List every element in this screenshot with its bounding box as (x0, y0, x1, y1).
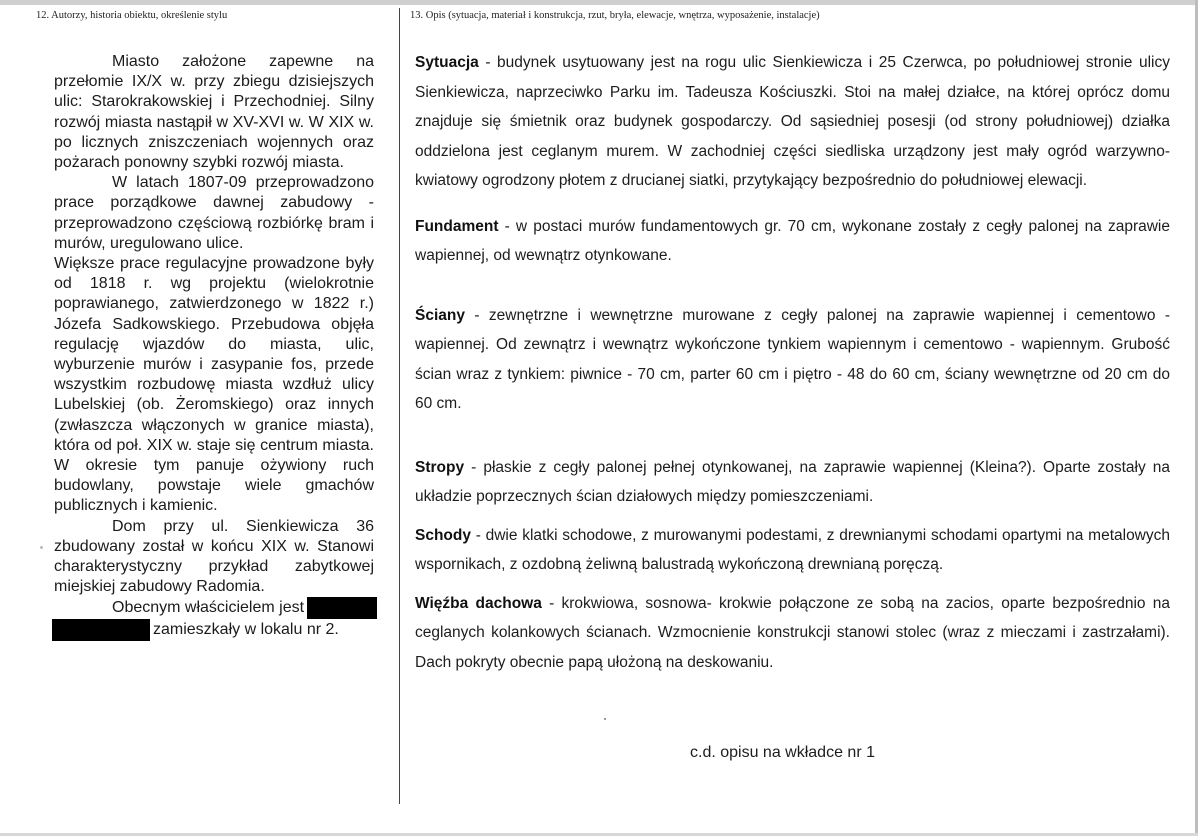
owner-prefix: Obecnym właścicielem jest (112, 599, 305, 617)
section-title: Ściany (415, 306, 465, 324)
column-divider (399, 8, 400, 804)
scan-speck (40, 546, 43, 549)
scan-top-edge (0, 0, 1198, 5)
history-paragraph: Dom przy ul. Sienkiewicza 36 zbudowany został w końcu XIX w. Stanowi charakterystyczny przykład zabytkowej miejskiej zabudowy Radomia. (54, 517, 374, 596)
section-stairs (415, 521, 1170, 580)
redacted-owner-name (307, 597, 377, 619)
section-13-header: 13. Opis (sytuacja, materiał i konstrukcja, rzut, bryła, elewacje, wnętrza, wyposażenie, instalacje) (410, 10, 820, 21)
section-text: - budynek usytuowany jest na rogu ulic Sienkiewicza i 25 Czerwca, po południowej stronie ulicy Sienkiewicza, naprzeciwko Parku im. Tadeusza Kościuszki. Stoi na małej działce, na której oprócz domu znajduje się śmietnik oraz budynek gospodarczy. Od sąsiedniej posesji (od strony południowej) działka oddzielona jest ceglanym murem. W zachodniej części siedliska urządzony jest mały ogród warzywno-kwiatowy ogrodzony płotem z drucianej siatki, przytykający bezpośrednio do południowej elewacji. (415, 54, 1170, 189)
section-title: Stropy (415, 458, 465, 476)
section-roof-truss (415, 589, 1170, 678)
continuation-note: c.d. opisu na wkładce nr 1 (690, 744, 875, 761)
owner-line-2 (54, 619, 374, 641)
history-paragraph: Większe prace regulacyjne prowadzone były od 1818 r. wg projektu (wielokrotnie poprawianego, zatwierdzonego w 1822 r.) Józefa Sadkowskiego. Przebudowa objęła regulację wjazdów do miasta, ulic, wyburzenie murów i zasypanie fos, przede wszystkim rozbudowę miasta wzdłuż ulicy Lubelskiej (ob. Żeromskiego) oraz innych (zwłaszcza włączonych w granice miasta), która od poł. XIX w. staje się centrum miasta. W okresie tym panuje ożywiony ruch budowlany, powstaje wiele gmachów publicznych i kamienic. (54, 255, 374, 515)
history-paragraph: Miasto założone zapewne na przełomie IX/X w. przy zbiegu dzisiejszych ulic: Starokrakowskiej i Przechodniej. Silny rozwój miasta nastąpił w XV-XVI w. W XIX w. po licznych zniszczeniach wojennych oraz pożarach ponowny szybki rozwój miasta. (54, 53, 374, 172)
owner-line (54, 597, 374, 619)
section-walls (415, 301, 1170, 419)
description-column (415, 48, 1170, 703)
section-situation (415, 48, 1170, 196)
section-text: - płaskie z cegły palonej pełnej otynkowanej, na zaprawie wapiennej (Kleina?). Oparte zostały na układzie poprzecznych ścian działowych między pomieszczeniami. (415, 458, 1170, 505)
section-ceilings (415, 453, 1170, 512)
scan-speck (604, 718, 606, 720)
section-title: Fundament (415, 217, 499, 235)
section-title: Więźba dachowa (415, 594, 542, 612)
section-title: Sytuacja (415, 54, 479, 71)
section-text: - w postaci murów fundamentowych gr. 70 cm, wykonane zostały z cegły palonej na zaprawie wapiennej, od wewnątrz otynkowane. (415, 217, 1170, 264)
history-paragraph: W latach 1807-09 przeprowadzono prace porządkowe dawnej zabudowy - przeprowadzono częściową rozbiórkę bram i murów, uregulowano ulice. (54, 174, 374, 252)
section-text: - krokwiowa, sosnowa- krokwie połączone ze sobą na zacios, oparte bezpośrednio na ceglanych kolankowych ścianach. Wzmocnienie konstrukcji stanowi stolec (wraz z mieczami i zastrzałami). Dach pokryty obecnie papą ułożoną na deskowaniu. (415, 594, 1170, 671)
section-text: - dwie klatki schodowe, z murowanymi podestami, z drewnianymi schodami opartymi na metalowych wspornikach, z ozdobną żeliwną balustradą wykończoną drewnianą poręczą. (415, 526, 1170, 573)
redacted-owner-surname (52, 619, 150, 641)
history-column (54, 52, 374, 641)
section-foundation (415, 212, 1170, 271)
section-title: Schody (415, 526, 471, 544)
owner-suffix: zamieszkały w lokalu nr 2. (153, 621, 339, 639)
section-12-header: 12. Autorzy, historia obiektu, określenie stylu (36, 10, 228, 21)
section-text: - zewnętrzne i wewnętrzne murowane z cegły palonej na zaprawie wapiennej i cementowo - wapiennej. Od zewnątrz i wewnątrz wykończone tynkiem wapiennym i cementowo - wapiennym. Grubość ścian wraz z tynkiem: piwnice - 70 cm, parter 60 cm i piętro - 48 do 60 cm, ściany wewnętrzne od 20 cm do 60 cm. (415, 306, 1170, 412)
